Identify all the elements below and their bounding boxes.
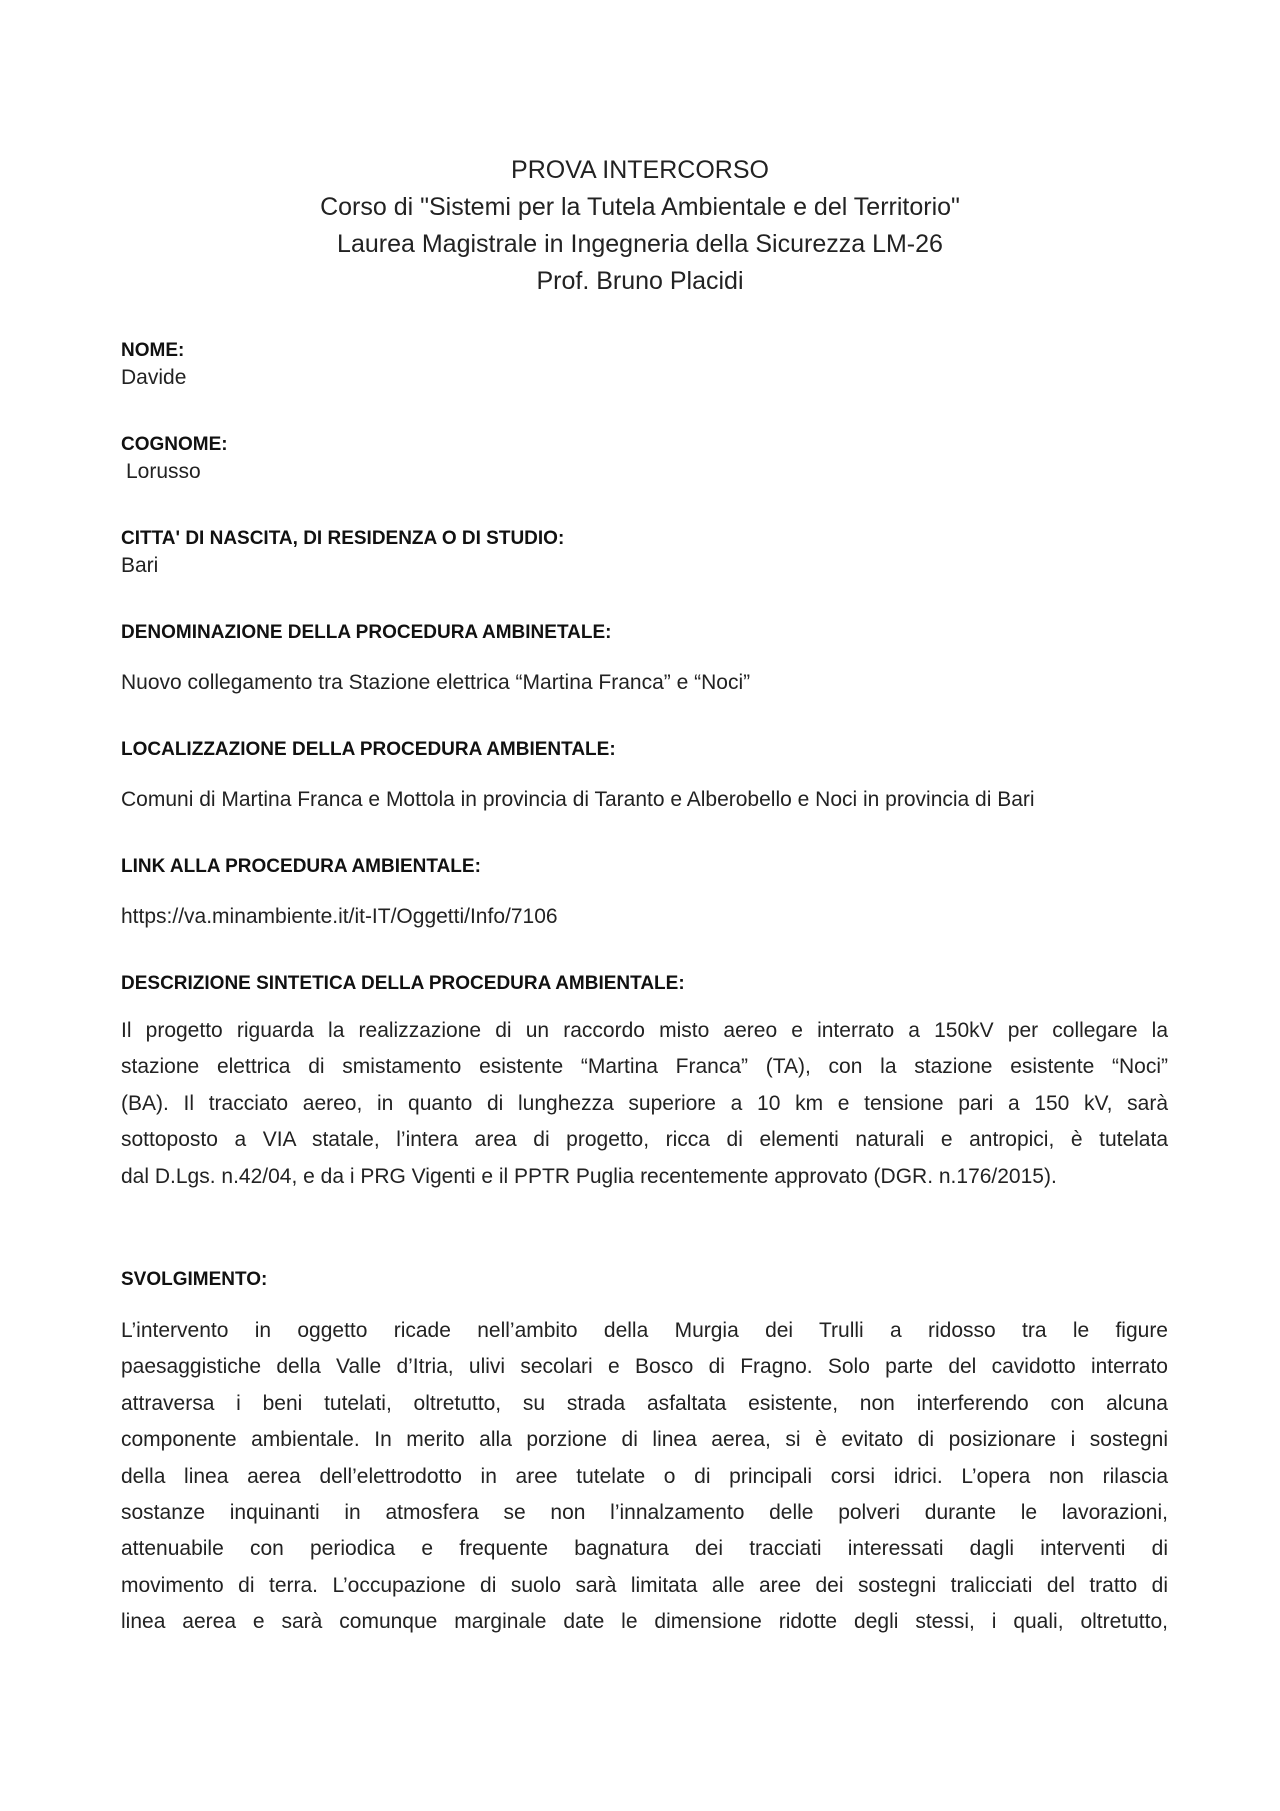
citta-section xyxy=(121,526,1168,580)
descrizione-section xyxy=(121,971,1168,1195)
link-label: LINK ALLA PROCEDURA AMBIENTALE: xyxy=(121,856,481,877)
paragraph-line: Il progetto riguarda la realizzazione di un raccordo misto aereo e interrato a 150kV per collegare la xyxy=(121,1019,1168,1042)
header-title: PROVA INTERCORSO xyxy=(511,156,769,184)
denominazione-label: DENOMINAZIONE DELLA PROCEDURA AMBINETALE: xyxy=(121,622,612,643)
document-body xyxy=(121,338,1168,1681)
svolgimento-paragraph xyxy=(121,1313,1168,1641)
paragraph-line: dal D.Lgs. n.42/04, e da i PRG Vigenti e il PPTR Puglia recentemente approvato (DGR. n.176/2015). xyxy=(121,1164,1057,1188)
cognome-value: Lorusso xyxy=(126,460,201,483)
nome-label: NOME: xyxy=(121,340,185,361)
denominazione-value: Nuovo collegamento tra Stazione elettrica “Martina Franca” e “Noci” xyxy=(121,671,751,694)
paragraph-line: paesaggistiche della Valle d’Itria, ulivi secolari e Bosco di Fragno. Solo parte del cavidotto interrato xyxy=(121,1355,1168,1379)
localizzazione-section xyxy=(121,737,1168,814)
nome-section xyxy=(121,338,1168,392)
paragraph-line: componente ambientale. In merito alla porzione di linea aerea, si è evitato di posizionare i sostegni xyxy=(121,1428,1168,1452)
paragraph-line: sostanze inquinanti in atmosfera se non l’innalzamento delle polveri durante le lavorazioni, xyxy=(121,1501,1168,1525)
paragraph-line: stazione elettrica di smistamento esistente “Martina Franca” (TA), con la stazione esistente “Noci” xyxy=(121,1055,1168,1079)
header-professor: Prof. Bruno Placidi xyxy=(536,267,744,295)
descrizione-label: DESCRIZIONE SINTETICA DELLA PROCEDURA AMBIENTALE: xyxy=(121,973,685,994)
svolgimento-label: SVOLGIMENTO: xyxy=(121,1269,268,1291)
descrizione-paragraph xyxy=(121,1013,1168,1195)
link-value[interactable]: https://va.minambiente.it/it-IT/Oggetti/Info/7106 xyxy=(121,905,558,928)
paragraph-line: (BA). Il tracciato aereo, in quanto di lunghezza superiore a 10 km e tensione pari a 150 kV, sarà xyxy=(121,1091,1168,1115)
paragraph-line: attenuabile con periodica e frequente bagnatura dei tracciati interessati dagli interventi di xyxy=(121,1537,1168,1561)
paragraph-line: linea aerea e sarà comunque marginale date le dimensione ridotte degli stessi, i quali, oltretutto, xyxy=(121,1610,1168,1634)
link-section xyxy=(121,854,1168,931)
localizzazione-value: Comuni di Martina Franca e Mottola in provincia di Taranto e Alberobello e Noci in provincia di Bari xyxy=(121,788,1035,811)
cognome-section xyxy=(121,432,1168,486)
localizzazione-label: LOCALIZZAZIONE DELLA PROCEDURA AMBIENTALE: xyxy=(121,739,616,760)
denominazione-section xyxy=(121,620,1168,697)
paragraph-line: della linea aerea dell’elettrodotto in aree tutelate o di principali corsi idrici. L’opera non rilascia xyxy=(121,1464,1168,1488)
paragraph-line: attraversa i beni tutelati, oltretutto, su strada asfaltata esistente, non interferendo con alcuna xyxy=(121,1391,1168,1415)
nome-value: Davide xyxy=(121,366,187,389)
citta-value: Bari xyxy=(121,554,159,577)
citta-label: CITTA' DI NASCITA, DI RESIDENZA O DI STUDIO: xyxy=(121,528,565,549)
paragraph-line: movimento di terra. L’occupazione di suolo sarà limitata alle aree dei sostegni tralicciati del tratto di xyxy=(121,1573,1168,1597)
header-degree: Laurea Magistrale in Ingegneria della Sicurezza LM-26 xyxy=(337,230,943,258)
paragraph-line: L’intervento in oggetto ricade nell’ambito della Murgia dei Trulli a ridosso tra le figure xyxy=(121,1319,1168,1343)
document-header xyxy=(0,152,1280,300)
paragraph-line: sottoposto a VIA statale, l’intera area di progetto, ricca di elementi naturali e antropici, è tutelata xyxy=(121,1128,1168,1152)
cognome-label: COGNOME: xyxy=(121,434,228,455)
svolgimento-section xyxy=(121,1267,1168,1641)
header-course: Corso di "Sistemi per la Tutela Ambientale e del Territorio" xyxy=(320,193,960,221)
